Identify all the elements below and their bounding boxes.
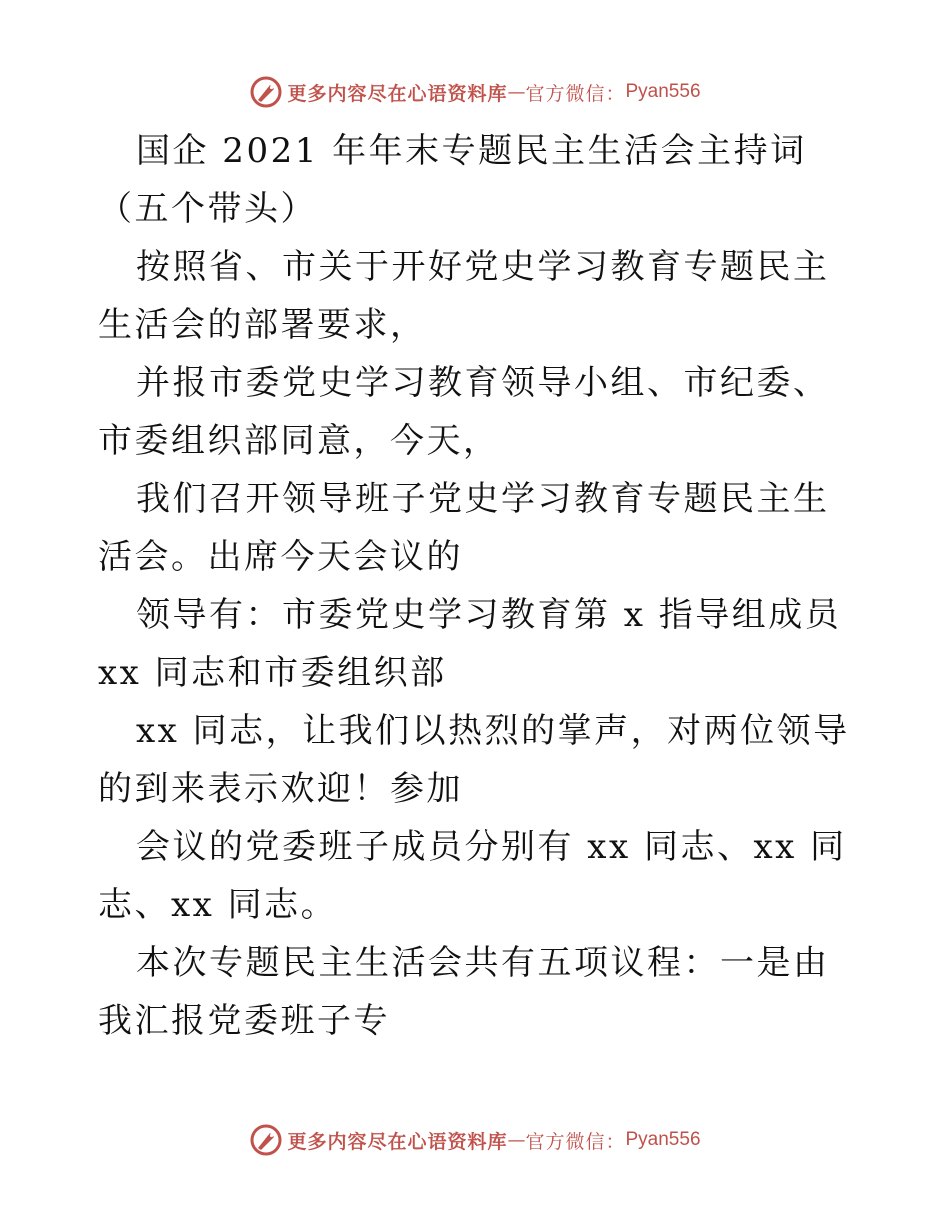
banner-wechat-id: Pyan556 bbox=[625, 81, 701, 102]
banner-brand-text: 更多内容尽在心语资料库 bbox=[287, 82, 508, 105]
pen-nib-logo-icon bbox=[249, 1123, 283, 1157]
pen-nib-logo-icon bbox=[249, 75, 283, 109]
banner-separator: — bbox=[507, 81, 526, 103]
paragraph-title: 国企 2021 年年末专题民主生活会主持词（五个带头） bbox=[98, 131, 807, 229]
paragraph: 我们召开领导班子党史学习教育专题民主生活会。出席今天会议的 bbox=[98, 479, 830, 577]
paragraph: 领导有：市委党史学习教育第 x 指导组成员 xx 同志和市委组织部 bbox=[98, 595, 842, 693]
paragraph: xx 同志，让我们以热烈的掌声，对两位领导的到来表示欢迎！参加 bbox=[98, 711, 850, 809]
banner-wechat-label: 官方微信： bbox=[525, 82, 626, 105]
banner-wechat-label: 官方微信： bbox=[525, 1130, 626, 1153]
banner-wechat-id: Pyan556 bbox=[625, 1129, 701, 1150]
footer-banner bbox=[0, 1120, 950, 1160]
paragraph: 本次专题民主生活会共有五项议程：一是由我汇报党委班子专 bbox=[98, 943, 830, 1041]
paragraph: 按照省、市关于开好党史学习教育专题民主生活会的部署要求， bbox=[98, 247, 830, 345]
banner-brand-text: 更多内容尽在心语资料库 bbox=[287, 1130, 508, 1153]
banner-separator: — bbox=[507, 1129, 526, 1151]
paragraph: 会议的党委班子成员分别有 xx 同志、xx 同志、xx 同志。 bbox=[98, 827, 847, 925]
paragraph: 并报市委党史学习教育领导小组、市纪委、市委组织部同意，今天， bbox=[98, 363, 830, 461]
header-banner bbox=[0, 72, 950, 112]
document-body bbox=[98, 122, 858, 1050]
